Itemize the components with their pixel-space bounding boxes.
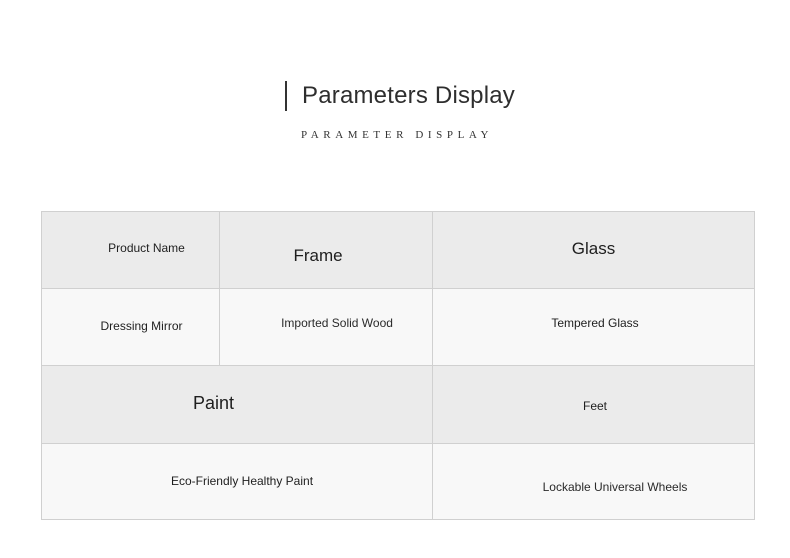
cell-paint-label bbox=[41, 365, 433, 444]
cell-glass-label bbox=[432, 211, 755, 289]
parameters-table bbox=[41, 211, 755, 520]
glass-label: Glass bbox=[571, 239, 616, 258]
frame-label: Frame bbox=[293, 246, 343, 265]
glass-value: Tempered Glass bbox=[551, 316, 639, 330]
page-title: Parameters Display bbox=[302, 82, 516, 109]
product-name-label: Product Name bbox=[108, 241, 185, 255]
cell-feet-value bbox=[432, 443, 755, 520]
feet-value: Lockable Universal Wheels bbox=[542, 479, 688, 494]
feet-label: Feet bbox=[582, 398, 607, 413]
cell-frame-label bbox=[219, 211, 433, 289]
title-block bbox=[0, 80, 790, 112]
paint-label: Paint bbox=[192, 393, 235, 413]
cell-frame-value bbox=[219, 288, 433, 366]
cell-glass-value bbox=[432, 288, 755, 366]
frame-value: Imported Solid Wood bbox=[281, 316, 393, 330]
product-name-value: Dressing Mirror bbox=[100, 319, 183, 333]
cell-paint-value bbox=[41, 443, 433, 520]
cell-feet-label bbox=[432, 365, 755, 444]
paint-value: Eco-Friendly Healthy Paint bbox=[170, 473, 314, 488]
cell-product-name-value bbox=[41, 288, 220, 366]
cell-product-name-label bbox=[41, 211, 220, 289]
title-accent-bar bbox=[285, 81, 287, 111]
page-subtitle: PARAMETER DISPLAY bbox=[301, 129, 493, 141]
